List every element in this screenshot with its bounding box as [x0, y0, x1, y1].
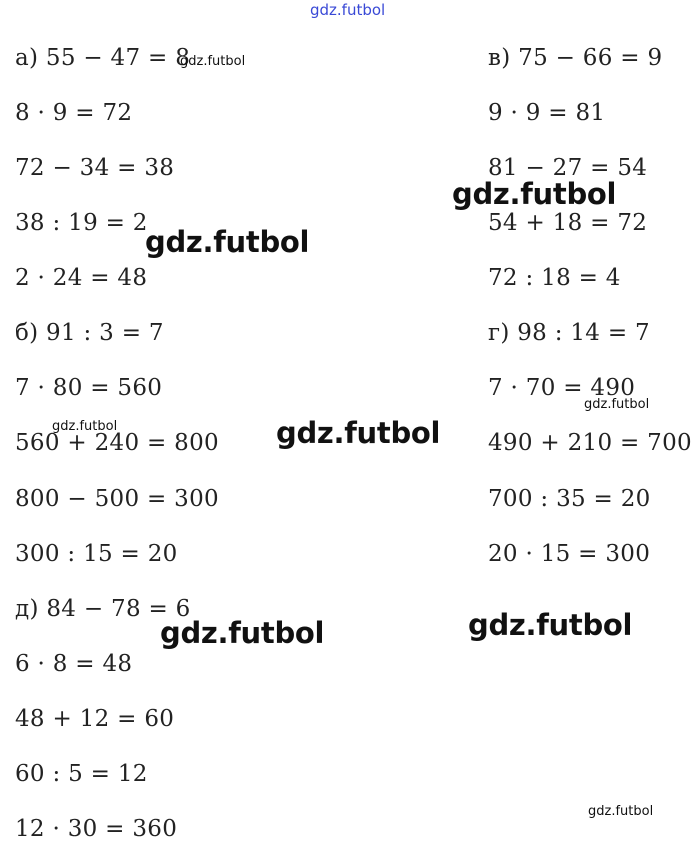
watermark-big-4: gdz.futbol	[468, 608, 633, 642]
equation-a-4: 38 : 19 = 2	[15, 210, 148, 236]
equation-v-1: в) 75 − 66 = 9	[488, 45, 663, 71]
watermark-big-1: gdz.futbol	[452, 177, 617, 211]
equation-a-2: 8 · 9 = 72	[15, 100, 133, 126]
equation-b-1: б) 91 : 3 = 7	[15, 320, 164, 346]
equation-a-5: 2 · 24 = 48	[15, 265, 148, 291]
equation-g-4: 700 : 35 = 20	[488, 486, 651, 512]
equation-g-3: 490 + 210 = 700	[488, 430, 692, 456]
equation-a-1: а) 55 − 47 = 8	[15, 45, 191, 71]
equation-b-5: 300 : 15 = 20	[15, 541, 178, 567]
equation-v-4: 54 + 18 = 72	[488, 210, 648, 236]
equation-b-3: 560 + 240 = 800	[15, 430, 219, 456]
equation-b-2: 7 · 80 = 560	[15, 375, 163, 401]
equation-v-2: 9 · 9 = 81	[488, 100, 606, 126]
equation-d-3: 48 + 12 = 60	[15, 706, 175, 732]
equation-v-3: 81 − 27 = 54	[488, 155, 648, 181]
watermark-small-1: gdz.futbol	[180, 54, 246, 69]
equation-g-5: 20 · 15 = 300	[488, 541, 651, 567]
watermark-big-3: gdz.futbol	[276, 416, 441, 450]
watermark-small-3: gdz.futbol	[52, 419, 118, 434]
equation-g-2: 7 · 70 = 490	[488, 375, 636, 401]
watermark-big-2: gdz.futbol	[145, 225, 310, 259]
equation-g-1: г) 98 : 14 = 7	[488, 320, 650, 346]
watermark-big-5: gdz.futbol	[160, 616, 325, 650]
equation-d-4: 60 : 5 = 12	[15, 761, 148, 787]
watermark-small-4: gdz.futbol	[588, 804, 654, 819]
equation-d-5: 12 · 30 = 360	[15, 816, 178, 842]
equation-d-2: 6 · 8 = 48	[15, 651, 133, 677]
equation-b-4: 800 − 500 = 300	[15, 486, 219, 512]
equation-v-5: 72 : 18 = 4	[488, 265, 621, 291]
watermark-small-2: gdz.futbol	[584, 397, 650, 412]
equation-a-3: 72 − 34 = 38	[15, 155, 175, 181]
equation-d-1: д) 84 − 78 = 6	[15, 596, 191, 622]
watermark-top: gdz.futbol	[310, 1, 386, 19]
